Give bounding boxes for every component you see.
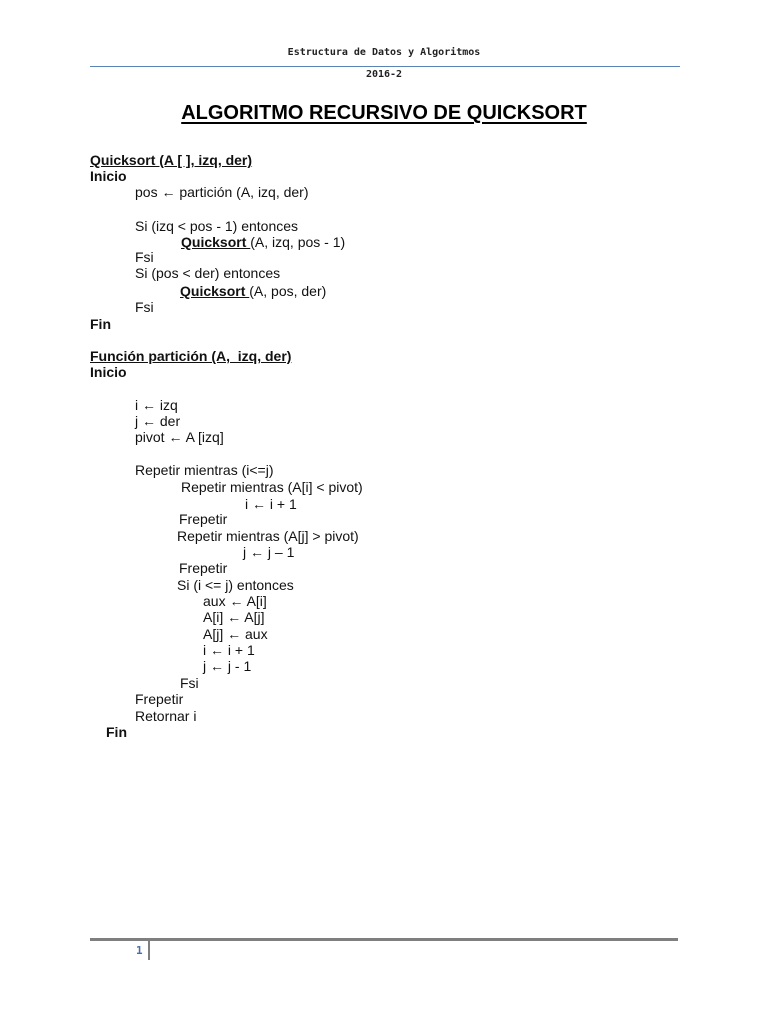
particion-i-init: i ← izq: [135, 397, 178, 413]
particion-dec-j-2: j ← j - 1: [203, 658, 252, 674]
particion-aj-aux: A[j] ← aux: [203, 626, 268, 642]
quicksort-recursive-call-1: [181, 234, 345, 250]
particion-ai-aj: A[i] ← A[j]: [203, 609, 265, 625]
footer-page-separator: [148, 941, 150, 960]
quicksort-pos-line: pos ← partición (A, izq, der): [135, 184, 309, 200]
quicksort-signature: Quicksort (A [ ], izq, der): [90, 152, 253, 168]
particion-frepetir-2: Frepetir: [179, 560, 228, 576]
quicksort-if-2: Si (pos < der) entonces: [135, 265, 281, 281]
footer-divider: [90, 938, 678, 941]
call-1-name: Quicksort: [181, 234, 251, 250]
header-year: 2016-2: [365, 69, 403, 80]
call-1-args: (A, izq, pos - 1): [250, 234, 346, 250]
particion-inicio: Inicio: [90, 364, 127, 380]
particion-fsi: Fsi: [180, 675, 199, 691]
particion-return: Retornar i: [135, 708, 197, 724]
quicksort-fsi-1: Fsi: [135, 249, 154, 265]
particion-loop-1: Repetir mientras (A[i] < pivot): [181, 479, 363, 495]
particion-pivot-init: pivot ← A [izq]: [135, 429, 224, 445]
quicksort-if-1: Si (izq < pos - 1) entonces: [135, 218, 299, 234]
particion-j-init: j ← der: [135, 413, 181, 429]
particion-if-swap: Si (i <= j) entonces: [177, 577, 294, 593]
quicksort-fin: Fin: [90, 316, 111, 332]
quicksort-fsi-2: Fsi: [135, 299, 154, 315]
quicksort-recursive-call-2: [180, 283, 326, 299]
particion-frepetir-1: Frepetir: [179, 511, 228, 527]
quicksort-inicio: Inicio: [90, 168, 127, 184]
particion-frepetir-outer: Frepetir: [135, 691, 184, 707]
particion-signature: Función partición (A, izq, der): [90, 348, 292, 364]
document-title: ALGORITMO RECURSIVO DE QUICKSORT: [181, 102, 587, 124]
page-number: 1: [136, 944, 143, 957]
particion-aux: aux ← A[i]: [203, 593, 267, 609]
header-divider: [90, 66, 680, 67]
particion-inc-i-2: i ← i + 1: [203, 642, 255, 658]
particion-dec-j: j ← j – 1: [243, 544, 295, 560]
header-title: Estructura de Datos y Algoritmos: [287, 47, 481, 58]
call-2-args: (A, pos, der): [249, 283, 327, 299]
particion-inc-i: i ← i + 1: [245, 496, 297, 512]
particion-fin: Fin: [106, 724, 127, 740]
call-2-name: Quicksort: [180, 283, 250, 299]
particion-loop-2: Repetir mientras (A[j] > pivot): [177, 528, 359, 544]
particion-outer-loop: Repetir mientras (i<=j): [135, 462, 274, 478]
